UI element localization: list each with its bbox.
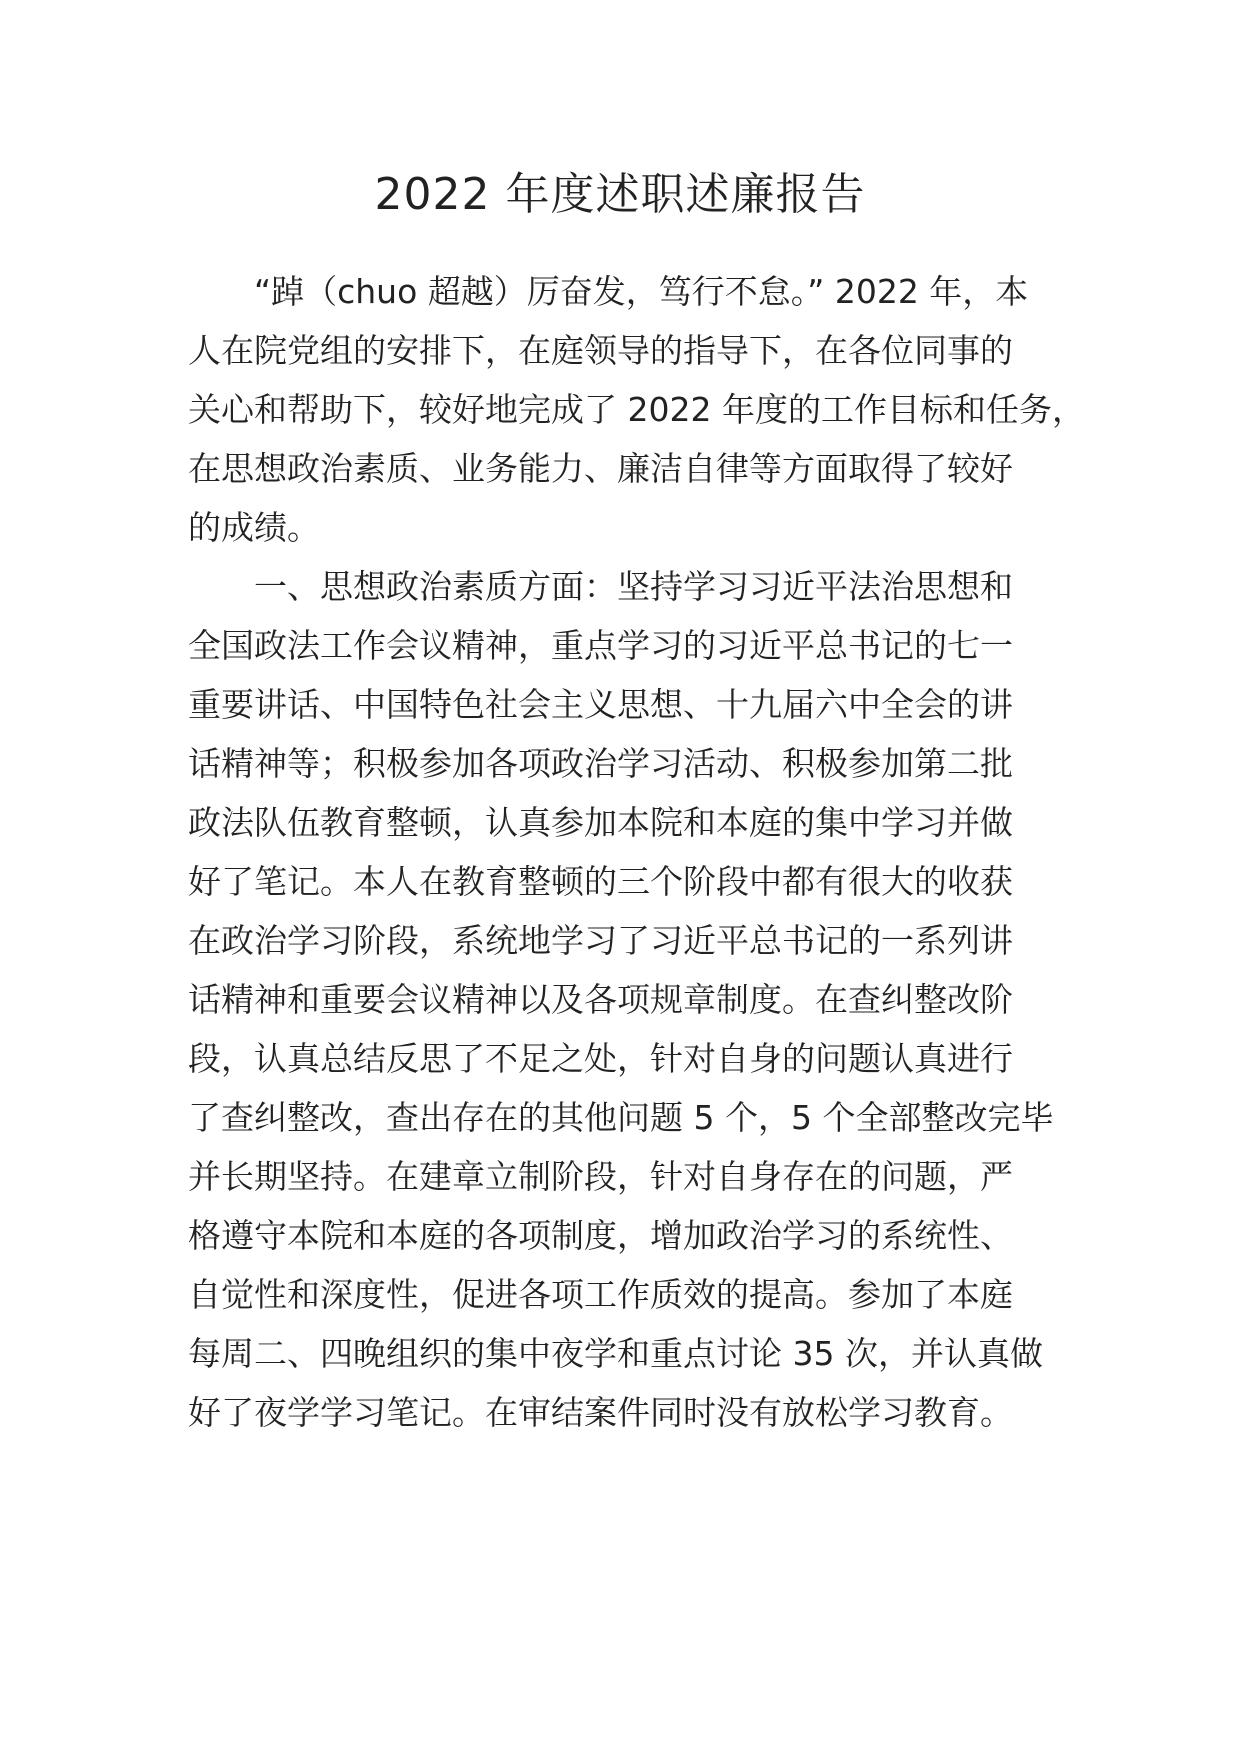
paragraph-line: 话精神和重要会议精神以及各项规章制度。在查纠整改阶 [188,980,1013,1019]
paragraph-line: 格遵守本院和本庭的各项制度，增加政治学习的系统性、 [188,1216,1013,1255]
paragraph-line: 政法队伍教育整顿，认真参加本院和本庭的集中学习并做 [188,803,1013,842]
paragraph-line: 好了夜学学习笔记。在审结案件同时没有放松学习教育。 [188,1393,1013,1432]
paragraph-line: 好了笔记。本人在教育整顿的三个阶段中都有很大的收获 [188,862,1013,901]
paragraph-line: 的成绩。 [188,508,320,547]
paragraph-line: “踔（chuo 超越）厉奋发，笃行不怠。” 2022 年，本 [188,272,1029,311]
paragraph-line: 每周二、四晚组织的集中夜学和重点讨论 35 次，并认真做 [188,1334,1043,1373]
paragraph-line: 人在院党组的安排下，在庭领导的指导下，在各位同事的 [188,331,1013,370]
paragraph-line: 关心和帮助下，较好地完成了 2022 年度的工作目标和任务， [188,390,1085,429]
paragraph-line: 重要讲话、中国特色社会主义思想、十九届六中全会的讲 [188,685,1013,724]
paragraph-line: 并长期坚持。在建章立制阶段，针对自身存在的问题，严 [188,1157,1013,1196]
paragraph-line: 在思想政治素质、业务能力、廉洁自律等方面取得了较好 [188,449,1013,488]
paragraph-line: 一、思想政治素质方面：坚持学习习近平法治思想和 [188,567,1013,606]
paragraph-line: 自觉性和深度性，促进各项工作质效的提高。参加了本庭 [188,1275,1013,1314]
paragraph-line: 了查纠整改，查出存在的其他问题 5 个，5 个全部整改完毕 [188,1098,1054,1137]
paragraph-line: 全国政法工作会议精神，重点学习的习近平总书记的七一 [188,626,1013,665]
paragraph-line: 在政治学习阶段，系统地学习了习近平总书记的一系列讲 [188,921,1013,960]
document-title: 2022 年度述职述廉报告 [374,169,866,220]
paragraph-line: 话精神等；积极参加各项政治学习活动、积极参加第二批 [188,744,1013,783]
paragraph-line: 段，认真总结反思了不足之处，针对自身的问题认真进行 [188,1039,1013,1078]
